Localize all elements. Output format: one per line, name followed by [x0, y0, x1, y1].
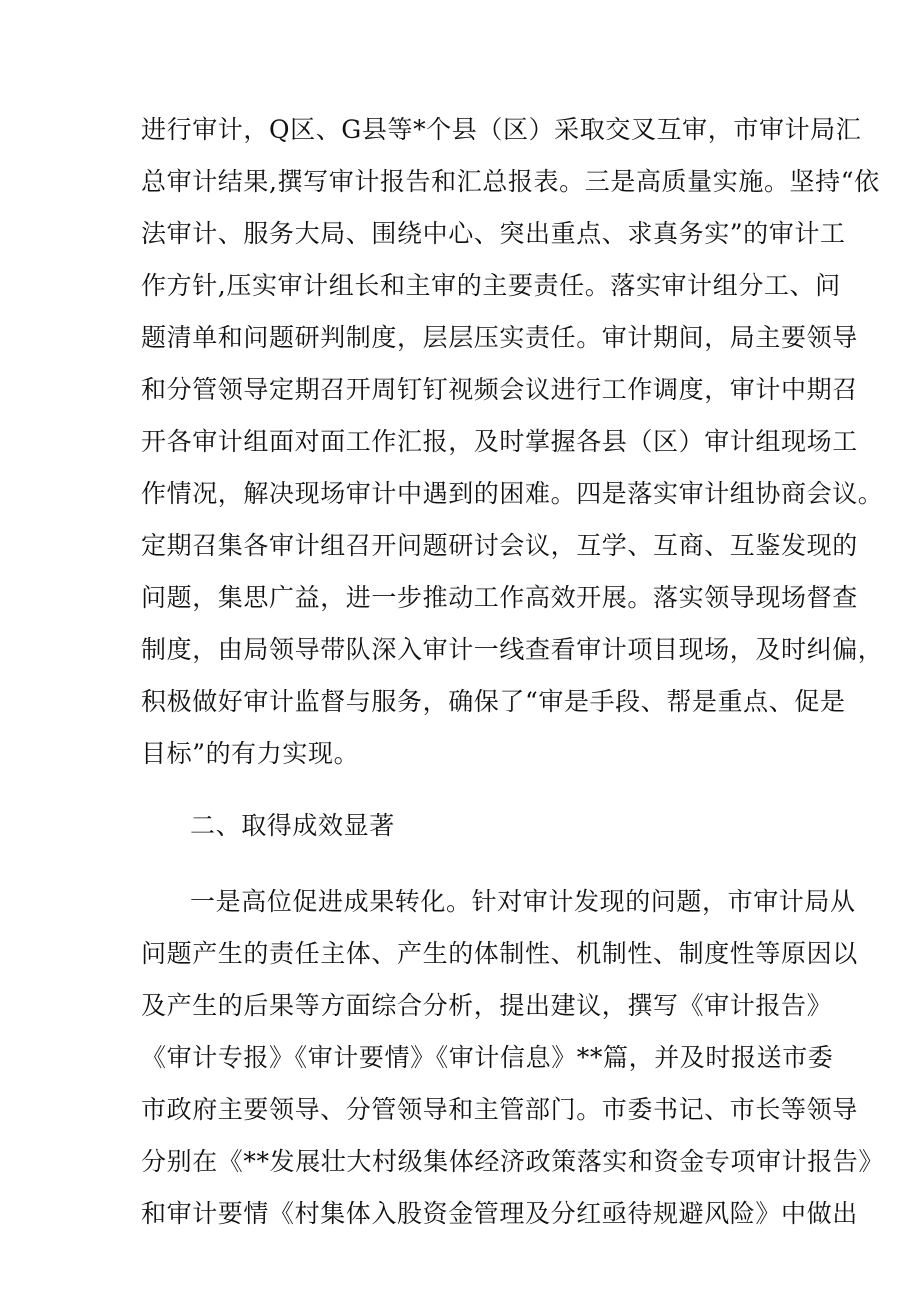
- paragraph-1-line-3: 法审计、服务大局、围绕中心、突出重点、求真务实”的审计工: [141, 219, 846, 248]
- paragraph-2-line-1: 一是高位促进成果转化。针对审计发现的问题，市审计局从: [190, 887, 856, 916]
- paragraph-2-line-7: 和审计要情《村集体入股资金管理及分红亟待规避风险》中做出: [141, 1199, 858, 1228]
- paragraph-1-line-1: 进行审计，Q区、G县等*个县（区）采取交叉互审，市审计局汇: [141, 115, 862, 144]
- paragraph-1-line-2: 总审计结果,撰写审计报告和汇总报表。三是高质量实施。坚持“依: [141, 167, 880, 196]
- paragraph-1-line-12: 积极做好审计监督与服务，确保了“审是手段、帮是重点、促是: [141, 687, 846, 716]
- paragraph-1-line-5: 题清单和问题研判制度，层层压实责任。审计期间，局主要领导: [141, 323, 858, 352]
- paragraph-1-line-10: 问题，集思广益，进一步推动工作高效开展。落实领导现场督查: [141, 583, 858, 612]
- paragraph-2-line-5: 市政府主要领导、分管领导和主管部门。市委书记、市长等领导: [141, 1095, 858, 1124]
- paragraph-1-line-11: 制度，由局领导带队深入审计一线查看审计项目现场，及时纠偏，: [141, 635, 884, 664]
- paragraph-1-line-8: 作情况，解决现场审计中遇到的困难。四是落实审计组协商会议。: [141, 479, 884, 508]
- paragraph-2-line-6: 分别在《**发展壮大村级集体经济政策落实和资金专项审计报告》: [141, 1147, 885, 1176]
- paragraph-1-line-6: 和分管领导定期召开周钉钉视频会议进行工作调度，审计中期召: [141, 375, 858, 404]
- paragraph-1-line-7: 开各审计组面对面工作汇报，及时掌握各县（区）审计组现场工: [141, 427, 858, 456]
- paragraph-2-line-2: 问题产生的责任主体、产生的体制性、机制性、制度性等原因以: [141, 939, 858, 968]
- paragraph-2-line-3: 及产生的后果等方面综合分析，提出建议，撰写《审计报告》: [141, 991, 833, 1020]
- paragraph-1-line-4: 作方针,压实审计组长和主审的主要责任。落实审计组分工、问: [141, 271, 841, 300]
- paragraph-1-line-9: 定期召集各审计组召开问题研讨会议，互学、互商、互鉴发现的: [141, 531, 858, 560]
- paragraph-1-line-13: 目标”的有力实现。: [141, 739, 360, 768]
- section-heading: 二、取得成效显著: [190, 811, 395, 840]
- paragraph-2-line-4: 《审计专报》《审计要情》《审计信息》**篇，并及时报送市委: [141, 1043, 834, 1072]
